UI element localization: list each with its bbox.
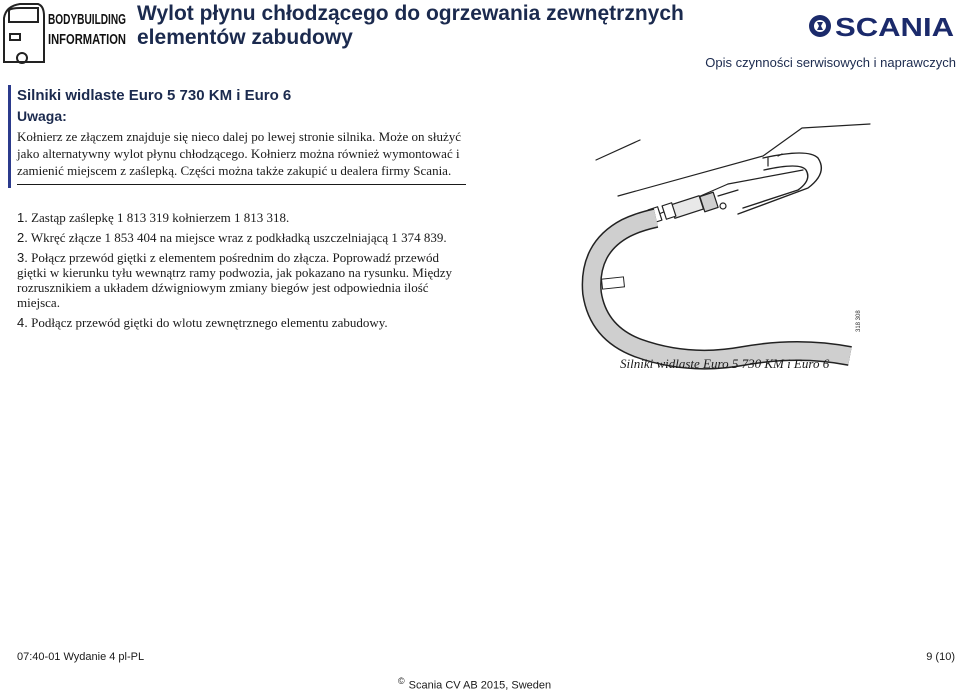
- step-text: Wkręć złącze 1 853 404 na miejsce wraz z podkładką uszczelniającą 1 374 839.: [30, 230, 447, 245]
- footer-edition: 07:40-01 Wydanie 4 pl-PL: [17, 651, 145, 663]
- bodybuilding-information-logo: [0, 0, 128, 66]
- scania-logo-text: SCANIA: [835, 12, 955, 42]
- document-title: Wylot płynu chłodzącego do ogrzewania zewnętrznych elementów zabudowy: [137, 2, 684, 49]
- copyright-text: Scania CV AB 2015, Sweden: [408, 679, 552, 692]
- step-text: Zastąp zaślepkę 1 813 319 kołnierzem 1 813 318.: [31, 210, 290, 225]
- hose-installation-illustration: [578, 118, 878, 358]
- step-item: [17, 315, 467, 330]
- step-item: [17, 250, 467, 310]
- step-item: [17, 210, 467, 225]
- step-text: Podłącz przewód giętki do wlotu zewnętrznego elementu zabudowy.: [31, 315, 388, 330]
- footer-page-number: 9 (10): [926, 651, 955, 663]
- logo-text-bodybuilding: BODYBUILDING: [48, 12, 126, 28]
- note-label: Uwaga:: [17, 108, 67, 124]
- copyright-icon: ©: [398, 676, 405, 686]
- step-number: 4.: [17, 315, 28, 330]
- step-item: [17, 230, 467, 245]
- logo-text-information: INFORMATION: [48, 32, 126, 48]
- figure-caption: Silniki widlaste Euro 5 730 KM i Euro 6: [620, 356, 830, 371]
- note-divider: [17, 184, 466, 185]
- figure-id: 318 308: [856, 310, 862, 332]
- section-accent-bar: [8, 85, 11, 188]
- document-subtitle: Opis czynności serwisowych i naprawczych: [705, 55, 956, 70]
- section-title: Silniki widlaste Euro 5 730 KM i Euro 6: [17, 87, 292, 104]
- procedure-steps: [17, 210, 467, 335]
- step-number: 2.: [17, 230, 28, 245]
- footer-copyright: [398, 676, 551, 692]
- scania-logo: [808, 12, 956, 40]
- step-number: 1.: [17, 210, 28, 225]
- step-number: 3.: [17, 250, 28, 265]
- note-text: Kołnierz ze złączem znajduje się nieco dalej po lewej stronie silnika. Może on służyć jako alternatywny wylot płynu chłodzącego. Kołnierz można również wymontować i zamienić miejscem z zaślepką. Części można także zakupić u dealera firmy Scania.: [17, 129, 461, 178]
- step-text: Połącz przewód giętki z elementem pośrednim do złącza. Poprowadź przewód giętki w kierunku tyłu wewnątrz ramy podwozia, jak pokazano na rysunku. Między rozrusznikiem a układem dźwigniowym zmiany biegów jest odpowiednia ilość miejsca.: [17, 250, 453, 310]
